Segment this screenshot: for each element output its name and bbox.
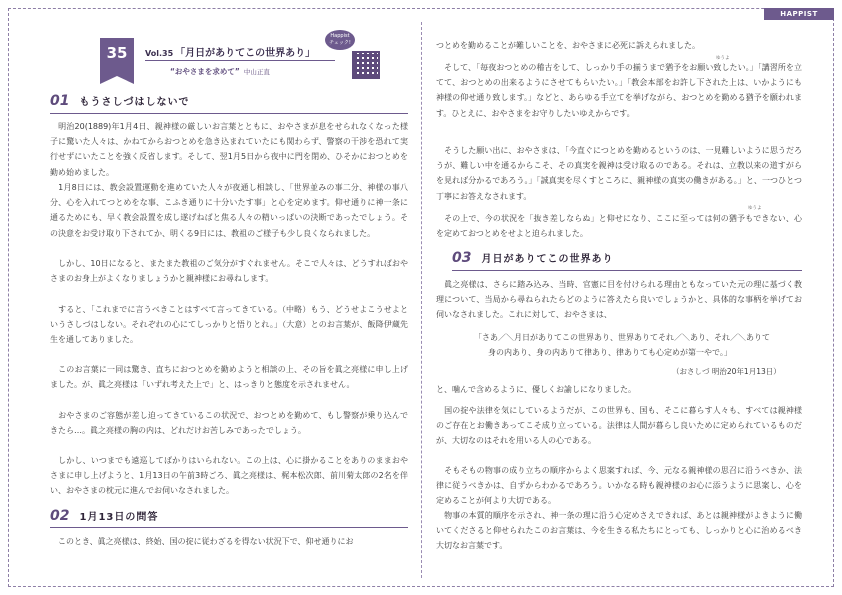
column-divider: [421, 22, 422, 578]
body-paragraph: 眞之亮様は、さらに踏み込み、当時、官憲に目を付けられる理由ともなっていた元の理に基づく教理について、当局から尋ねられたらどのように答えたら良いでしょうかと、具体的な事柄を挙げてお伺いなされました。これに対して、おやさまは、: [436, 280, 802, 320]
bubble-line-2: チェック!: [329, 40, 351, 46]
quote-citation: （おさしづ 明治20年1月13日）: [672, 367, 781, 376]
bubble-line-1: Happist: [330, 33, 350, 39]
issue-number: 35: [106, 44, 128, 62]
section-number: 03: [452, 250, 472, 266]
author: 中山正直: [243, 68, 270, 76]
body-paragraph: しかし、いつまでも遠巡してばかりはいられない。この上は、心に掛かることをありのままおやさまに申し上げようと、1月13日の午前3時ごろ、眞之亮様は、梶本松次郎、前川菊太郎の2名を伴い、おやさまの枕元に進んでお伺いなされました。: [50, 456, 408, 496]
body-paragraph: 明治20(1889)年1月4日、親神様の厳しいお言葉とともに、おやさまが息をせられなくなった様子に驚いた人々は、かねてからおつとめを急き込まれていたにも関わらず、警察の干渉を恐れて実行せずにいたことを強く反省します。そして、翌1月5日から夜中に門を閉め、ひそかにおつとめを勤め始めました。: [50, 122, 408, 177]
quote-block: [474, 330, 802, 360]
section-heading-01: [50, 93, 189, 109]
body-paragraph: おやさまのご容態が差し迫ってきているこの状況で、おつとめを勤めて、もし警察が乗り込んできたら…。眞之亮様の胸の内は、どれだけお苦しみであったでしょう。: [50, 411, 408, 436]
qr-code[interactable]: [352, 51, 380, 79]
title-underline: [145, 60, 335, 61]
body-paragraph: 国の掟や法律を気にしているようだが、この世界も、国も、そこに暮らす人々も、すべては親神様のご存在とお働きあってこそ成り立っている。法律は人間が暮らし良いために定められているものだが、大切なのはそれを用いる人の心である。: [436, 406, 802, 446]
subtitle-text: “おやさまを求めて”: [170, 67, 240, 76]
page-title: [145, 44, 315, 59]
quote-line: 「さあ／＼月日がありてこの世界あり、世界ありてそれ／＼あり、それ／＼ありて: [474, 333, 770, 342]
section-heading-03: [452, 250, 613, 266]
section-title: 月日がありてこの世界あり: [481, 254, 614, 265]
section-rule: [50, 527, 408, 528]
quote-line: 身の内あり、身の内ありて律あり、律ありても心定めが第一やで。」: [488, 348, 732, 358]
subtitle: [170, 66, 270, 77]
vol-label: Vol.35: [145, 49, 174, 58]
body-paragraph: このとき、眞之亮様は、終始、国の掟に従わざるを得ない状況下で、仰せ通りにお: [50, 537, 354, 546]
body-paragraph: しかし、10日になると、またまた教祖のご気分がすぐれません。そこで人々は、どうすればおやさまのお身上がよくなりましょうかと親神様にお尋ねします。: [50, 259, 408, 284]
section-rule: [452, 270, 802, 271]
section-title: 1月13日の問答: [79, 512, 159, 523]
body-paragraph: と、噛んで含めるように、優しくお諭しになりました。: [436, 385, 636, 394]
section-title: もうさしづはしないで: [79, 97, 190, 108]
title-text: 「月日がありてこの世界あり」: [175, 48, 316, 59]
body-paragraph: そうした願い出に、おやさまは、「今直ぐにつとめを勤めるというのは、一見難しいように思うだろうが、難しい中を通るからこそ、その真実を親神は受け取るのである。それは、立教以来の道すがらを見れば分かるであろう。」「誠真実を尽くすところに、親神様の真実の働きがある。」と、一つひとつ丁寧にお答えなされます。: [436, 146, 802, 201]
section-rule: [50, 113, 408, 114]
body-paragraph: 物事の本質的順序を示され、神一条の理に沿う心定めさえできれば、あとは親神様がよきように働いてくださると仰せられたこのお言葉は、今を生きる私たちにとっても、しっかりと心に治めるべき大切なお言葉です。: [436, 511, 802, 551]
body-paragraph: その上で、今の状況を「抜き差しならぬ」と仰せになり、ここに至っては何の猶予もできない、心を定めておつとめをせよと迫られました。: [436, 214, 802, 239]
body-paragraph: 1月8日には、教会設置運動を進めていた人々が夜通し相談し、「世界並みの事二分、神様の事八分、心を入れてつとめをな事、こふき通りに十分いたす事」と心を定めます。仰せ通りに神一条に通るためにも、早く教会設置を成し遂げねばと焦る人々の精いっぱいの決断であったでしょう。その決意をお受け取り下されてか、明くる9日には、教祖のご様子も少し良くなられました。: [50, 183, 408, 238]
body-paragraph: このお言葉に一同は驚き、直ちにおつとめを勤めようと相談の上、その旨を眞之亮様に申し上げました。が、眞之亮様は「いずれ考えた上で」と、はっきりと態度を示されません。: [50, 365, 408, 390]
ruby-annotation: ゆうよ: [748, 206, 762, 211]
section-heading-02: [50, 508, 158, 524]
happist-check-bubble: [325, 30, 355, 50]
body-paragraph: そもそもの物事の成り立ちの順序からよく思案すれば、今、元なる親神様の思召に沿うべきか、法律に従うべきかは、自ずからわかるであろう。いかなる時も親神様のお心に添うように思案し、心を定めることが何より大切である。: [436, 466, 802, 506]
ruby-annotation: ゆうよ: [716, 56, 730, 61]
body-paragraph: すると、「これまでに言うべきことはすべて言ってきている。（中略）もう、どうせよこうせよというさしづはしない。それぞれの心にてしっかりと悟りとれ。」（大意）とのお言葉が、飯降伊蔵先生を通してありました。: [50, 305, 408, 345]
body-paragraph: そして、「毎夜おつとめの稽古をして、しっかり手の揃うまで猶予をお願い致したい。」「講習所を立てて、おつとめの出来るようにさせてもらいたい。」「教会本部をお許し下された上は、いかようにも神様の仰せ通り致します。」などと、あらゆる手立てを挙げながら、おつとめを勤める猶予を願われます。ひとえに、おやさまをお守りしたいゆえからです。: [436, 63, 802, 118]
section-number: 01: [50, 93, 70, 109]
body-paragraph: つとめを勤めることが難しいことを、おやさまに必死に訴えられました。: [436, 41, 700, 50]
issue-badge: [100, 38, 134, 76]
section-number: 02: [50, 508, 70, 524]
corner-tag: HAPPIST: [764, 8, 834, 20]
